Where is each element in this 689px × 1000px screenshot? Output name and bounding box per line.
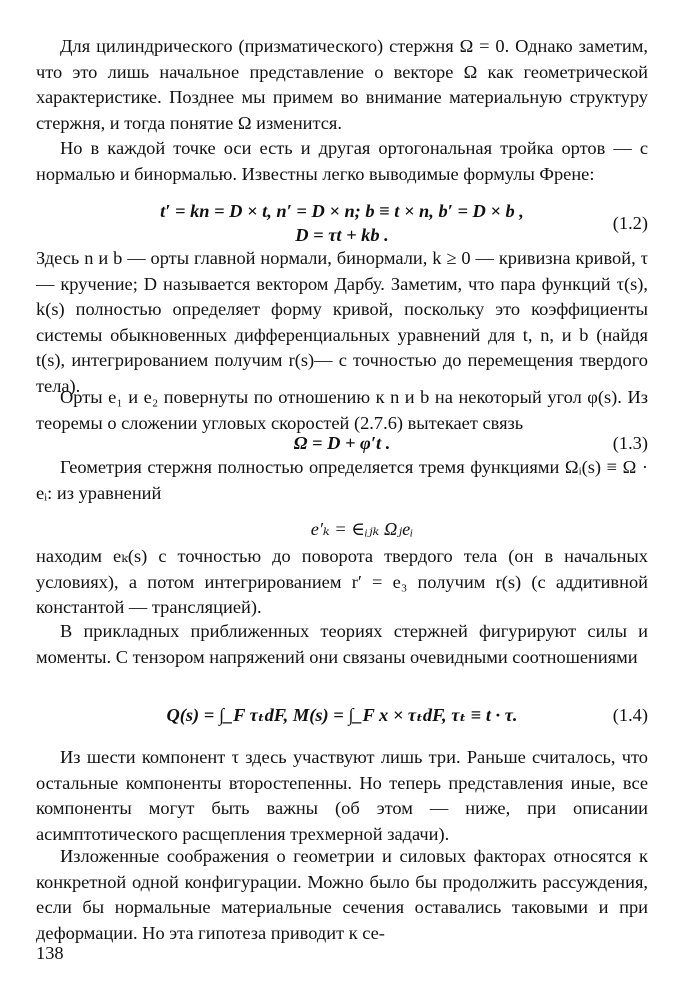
page-number: 138 [36,943,64,963]
paragraph-3: Здесь n и b — орты главной нормали, бинормали, k ≥ 0 — кривизна кривой, τ — кручение; D называется вектором Дарбу. Заметим, что пара функций τ(s), k(s) полностью определяет форму кривой, поскольку это коэффициенты системы обыкновенных дифференциальных уравнений для t, n, и b (найдя t(s), интегрированием получим r(s)— с точностью до перемещения твердого тела). [36,248,648,396]
equation-omega [36,430,648,456]
equation-levi-civita-text: e′ₖ = ∈ᵢⱼₖ Ωⱼeᵢ [310,519,414,539]
equation-levi-civita [36,516,648,542]
equation-forces-text: Q(s) = ∫_F τₜdF, M(s) = ∫_F x × τₜdF, τₜ ≡ t · τ. [166,705,518,725]
equation-frenet-line1-text: t′ = kn = D × t, n′ = D × n; b ≡ t × n, b′ = D × b , [160,201,524,221]
paragraph-1: Для цилиндрического (призматического) стержня Ω = 0. Однако заметим, что это лишь начальное представление о векторе Ω как геометрической характеристике. Позднее мы примем во внимание материальную структуру стержня, и тогда понятие Ω изменится. [36,36,648,133]
paragraph-9: Изложенные соображения о геометрии и силовых факторах относятся к конкретной одной конфигурации. Можно было бы продолжить рассуждения, если бы нормальные материальные сечения оставались таковыми и при деформации. Но эта гипотеза приводит к се- [36,846,648,943]
paragraph-4: Орты e₁ и e₂ повернуты по отношению к n и b на некоторый угол φ(s). Из теоремы о сложении угловых скоростей (2.7.6) вытекает связь [36,387,648,433]
equation-number: (1.2) [612,213,648,233]
equation-omega-text: Ω = D + φ′t . [293,433,391,453]
equation-frenet-line2-text: D = τt + kb . [295,225,389,245]
paragraph-7: В прикладных приближенных теориях стержней фигурируют силы и моменты. С тензором напряжений они связаны очевидными соотношениями [36,621,648,667]
paragraph-6: находим eₖ(s) с точностью до поворота твердого тела (он в начальных условиях), а потом интегрированием r′ = e₃ получим r(s) (с аддитивной константой — трансляцией). [36,546,648,618]
equation-number: (1.4) [612,705,648,725]
paragraph-5: Геометрия стержня полностью определяется тремя функциями Ωᵢ(s) ≡ Ω · eᵢ: из уравнений [36,457,648,503]
equation-number-1-2 [36,210,648,236]
equation-number: (1.3) [612,433,648,453]
paragraph-2: Но в каждой точке оси есть и другая ортогональная тройка ортов — с нормалью и бинормалью. Известны легко выводимые формулы Френе: [36,138,648,184]
equation-forces [36,702,648,728]
paragraph-8: Из шести компонент τ здесь участвуют лишь три. Раньше считалось, что остальные компоненты второстепенны. Но теперь представления иные, все компоненты могут быть важны (об этом — ниже, при описании асимптотического расщепления трехмерной задачи). [36,747,648,844]
